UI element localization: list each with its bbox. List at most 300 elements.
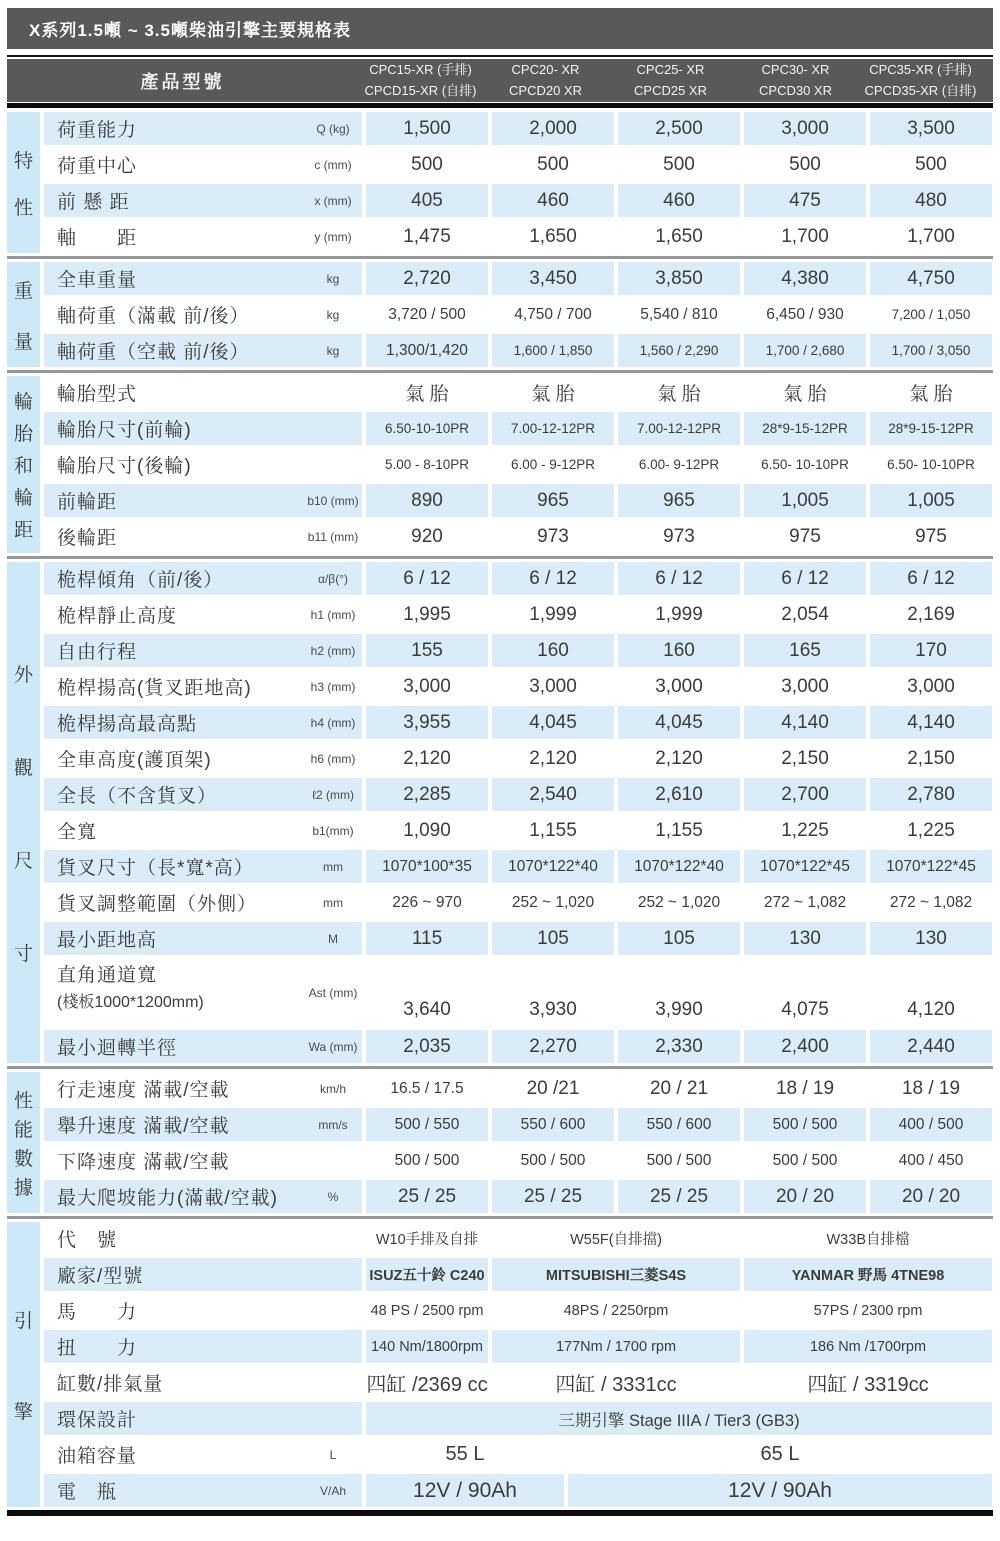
spec-label	[44, 742, 304, 775]
spec-label	[44, 520, 304, 553]
spec-label	[44, 1222, 304, 1255]
spec-value: 500 / 500	[394, 1151, 460, 1169]
spec-label	[44, 1294, 304, 1327]
spec-label	[44, 1144, 304, 1177]
spec-value: 3,000	[907, 675, 955, 697]
spec-row	[44, 520, 993, 553]
spec-value: 130	[744, 922, 866, 955]
spec-label-text: 最小迴轉半徑	[57, 1038, 178, 1059]
spec-table-body	[7, 112, 993, 1507]
spec-value: 1070*122*40	[618, 850, 740, 883]
spec-label-text: 代 號	[57, 1230, 118, 1251]
spec-value: 20 / 21	[649, 1077, 709, 1099]
spec-value: 2,400	[744, 1030, 866, 1063]
spec-value: 480	[870, 184, 992, 217]
title-bar	[7, 8, 993, 49]
spec-row	[44, 562, 993, 595]
spec-label-text: 桅桿傾角（前/後）	[57, 570, 224, 591]
table-header	[7, 59, 993, 102]
spec-label-block	[44, 1438, 362, 1471]
spec-value: 400 / 450	[898, 1151, 964, 1169]
spec-label-block	[44, 412, 362, 445]
spec-label-text: 全車重量	[57, 270, 138, 291]
spec-value: 25 / 25	[618, 1180, 740, 1213]
spec-label-block	[44, 886, 362, 919]
spec-label	[44, 298, 304, 331]
spec-label-block	[44, 1402, 362, 1435]
spec-value: 20 /21	[526, 1077, 580, 1099]
spec-label-text: 軸荷重（空載 前/後）	[57, 342, 250, 363]
spec-value: 226 ~ 970	[392, 893, 462, 911]
spec-label-text: 全寬	[57, 822, 98, 843]
spec-unit: h6 (mm)	[310, 751, 356, 766]
spec-label-text: 環保設計	[57, 1410, 138, 1431]
spec-value: 4,140	[870, 706, 992, 739]
header-bottom-line	[7, 103, 993, 108]
spec-row	[44, 262, 993, 295]
group-label-char: 輪	[13, 488, 33, 509]
group-label-char: 輪	[13, 392, 33, 413]
model-name-auto: CPCD20 XR	[509, 82, 582, 98]
model-name-manual: CPC30- XR	[761, 62, 830, 78]
spec-label-block	[44, 1030, 362, 1063]
spec-unit	[304, 376, 362, 409]
spec-label-block	[44, 1294, 362, 1327]
spec-value: 18 / 19	[775, 1077, 835, 1099]
spec-value: 105	[618, 922, 740, 955]
spec-value: 1,475	[403, 225, 451, 247]
spec-label	[44, 598, 304, 631]
spec-unit: mm	[323, 895, 343, 910]
spec-value: 25 / 25	[492, 1180, 614, 1213]
model-column-header	[608, 60, 733, 100]
spec-label-block	[44, 484, 362, 517]
section-group-label	[7, 112, 40, 253]
spec-label-text: 荷重能力	[57, 120, 138, 141]
spec-unit: y (mm)	[314, 229, 352, 244]
spec-value: 28*9-15-12PR	[744, 412, 866, 445]
spec-unit	[304, 1330, 362, 1363]
spec-unit: L	[329, 1447, 337, 1462]
spec-value: 7.00-12-12PR	[492, 412, 614, 445]
spec-value: 272 ~ 1,082	[763, 893, 847, 911]
spec-unit: c (mm)	[314, 157, 352, 172]
spec-unit: Ast (mm)	[308, 985, 358, 1000]
model-name-auto: CPCD15-XR (自排)	[364, 82, 477, 98]
spec-label-text: 舉升速度 滿載/空載	[57, 1116, 230, 1137]
spec-value: 1,650	[529, 225, 577, 247]
spec-value: 500 / 500	[646, 1151, 712, 1169]
spec-value: 1,090	[403, 819, 451, 841]
spec-label-text: 前 懸 距	[57, 192, 130, 213]
product-model-header: 產品型號	[140, 71, 225, 92]
spec-value: 500 / 500	[744, 1108, 866, 1141]
spec-row	[44, 484, 993, 517]
spec-label-block	[44, 298, 362, 331]
model-name-auto: CPCD25 XR	[634, 82, 707, 98]
spec-value: 4,045	[618, 706, 740, 739]
spec-label-text: 輪胎尺寸(前輪)	[57, 420, 192, 441]
spec-label-block	[44, 742, 362, 775]
model-column-header	[733, 60, 858, 100]
spec-value: 6.00- 9-12PR	[638, 457, 720, 472]
spec-value: 500	[537, 153, 569, 175]
spec-value: YANMAR 野馬 4TNE98	[744, 1258, 992, 1291]
spec-value: 四缸 / 3331cc	[555, 1374, 677, 1396]
spec-value: 115	[366, 922, 488, 955]
spec-value: 2,330	[618, 1030, 740, 1063]
spec-label	[44, 1030, 304, 1063]
model-name-auto: CPCD30 XR	[759, 82, 832, 98]
spec-row	[44, 184, 993, 217]
group-label-char: 重	[13, 280, 33, 302]
spec-row	[44, 1366, 993, 1399]
spec-value: 6 / 12	[618, 562, 740, 595]
spec-value: 2,120	[655, 747, 703, 769]
spec-unit: α/β(°)	[318, 571, 348, 586]
spec-value: 2,150	[907, 747, 955, 769]
spec-label-text: 軸 距	[57, 228, 138, 249]
section-group-label	[7, 376, 40, 553]
spec-label	[44, 484, 304, 517]
spec-label	[44, 412, 304, 445]
spec-label-text: 貨叉尺寸（長*寬*高）	[57, 858, 254, 879]
spec-label-block	[44, 850, 362, 883]
spec-value: 2,500	[618, 112, 740, 145]
spec-value: 1,700	[781, 225, 829, 247]
section-divider	[7, 256, 993, 259]
spec-row	[44, 1030, 993, 1063]
spec-row	[44, 706, 993, 739]
spec-unit	[304, 448, 362, 481]
spec-value: 6.50-10-10PR	[366, 412, 488, 445]
spec-unit: mm	[323, 859, 343, 874]
group-label-char: 引	[13, 1310, 33, 1332]
spec-label	[44, 334, 304, 367]
spec-value: 3,720 / 500	[388, 305, 466, 323]
spec-row	[44, 670, 993, 703]
model-column-header	[858, 60, 983, 100]
spec-value: 2,169	[907, 603, 955, 625]
spec-unit: M	[328, 931, 338, 946]
spec-label-text: 電 瓶	[57, 1482, 118, 1503]
spec-value: 6.00 - 9-12PR	[510, 457, 596, 472]
spec-value: 1,155	[529, 819, 577, 841]
spec-value: 3,955	[366, 706, 488, 739]
spec-value: 500	[789, 153, 821, 175]
spec-value: 3,000	[781, 675, 829, 697]
spec-value: W10手排及自排	[375, 1232, 479, 1248]
spec-label	[44, 778, 304, 811]
spec-value: 6 / 12	[492, 562, 614, 595]
spec-row	[44, 1108, 993, 1141]
spec-unit: kg	[326, 271, 340, 286]
spec-value: 1,999	[529, 603, 577, 625]
spec-value: 2,540	[492, 778, 614, 811]
spec-label-text: 廠家/型號	[57, 1266, 144, 1287]
spec-label-block	[44, 1144, 362, 1177]
spec-unit: ℓ2 (mm)	[312, 787, 354, 802]
spec-value: 3,930	[529, 999, 577, 1020]
model-column-header	[358, 60, 483, 100]
spec-value: 252 ~ 1,020	[511, 893, 595, 911]
spec-value: 500 / 500	[772, 1151, 838, 1169]
spec-label-block	[44, 1258, 362, 1291]
spec-value: 1,700 / 2,680	[744, 334, 866, 367]
spec-label-block	[44, 1180, 362, 1213]
spec-value: 1,005	[870, 484, 992, 517]
spec-value: 252 ~ 1,020	[637, 893, 721, 911]
spec-value: 28*9-15-12PR	[870, 412, 992, 445]
spec-section	[7, 562, 993, 1063]
spec-value: 2,120	[529, 747, 577, 769]
spec-unit: h3 (mm)	[310, 679, 356, 694]
spec-value: 1,005	[744, 484, 866, 517]
spec-label-text: 桅桿揚高(貨叉距地高)	[57, 678, 252, 699]
group-label-char: 擎	[13, 1401, 33, 1423]
spec-unit: x (mm)	[314, 193, 352, 208]
group-label-char: 和	[13, 456, 33, 477]
spec-row	[44, 220, 993, 253]
spec-label	[44, 1474, 304, 1507]
spec-label	[44, 670, 304, 703]
spec-row	[44, 1258, 993, 1291]
spec-label	[44, 886, 304, 919]
table-bottom-line	[7, 1510, 993, 1516]
section-divider	[7, 556, 993, 559]
spec-value: 3,000	[655, 675, 703, 697]
spec-label-text: 扭 力	[57, 1338, 138, 1359]
spec-unit: kg	[326, 343, 340, 358]
spec-unit: kg	[326, 307, 340, 322]
model-name-manual: CPC35-XR (手排)	[869, 62, 972, 78]
spec-row	[44, 376, 993, 409]
spec-unit	[304, 1222, 362, 1255]
spec-label-block	[44, 562, 362, 595]
spec-value: 1070*122*40	[492, 850, 614, 883]
spec-row	[44, 1402, 993, 1435]
spec-label-block	[44, 262, 362, 295]
spec-value: 1,300/1,420	[366, 334, 488, 367]
spec-unit: Wa (mm)	[308, 1039, 358, 1054]
spec-value: 550 / 600	[492, 1108, 614, 1141]
model-headers	[358, 60, 993, 100]
spec-row	[44, 1474, 993, 1507]
spec-value: 3,450	[492, 262, 614, 295]
spec-value: 四缸 / 3319cc	[807, 1374, 929, 1396]
spec-label-block	[44, 376, 362, 409]
section-group-label	[7, 1072, 40, 1213]
spec-value: 4,045	[492, 706, 614, 739]
spec-value: 186 Nm /1700rpm	[744, 1330, 992, 1363]
section-rows	[44, 1072, 993, 1213]
group-label-char: 性	[13, 1090, 33, 1112]
section-group-label	[7, 262, 40, 367]
spec-value: 500 / 500	[520, 1151, 586, 1169]
spec-value: 4,075	[781, 999, 829, 1020]
spec-value: 1,225	[907, 819, 955, 841]
section-rows	[44, 562, 993, 1063]
spec-value: 4,750	[870, 262, 992, 295]
spec-unit: h1 (mm)	[310, 607, 356, 622]
spec-label-text: 直角通道寬	[57, 965, 158, 986]
spec-value: 130	[870, 922, 992, 955]
spec-value: 2,150	[781, 747, 829, 769]
spec-label-block	[44, 634, 362, 667]
spec-row	[44, 814, 993, 847]
group-label-char: 據	[13, 1177, 33, 1199]
spec-unit: b1(mm)	[312, 823, 354, 838]
spec-row	[44, 886, 993, 919]
spec-value: 3,500	[870, 112, 992, 145]
spec-label-text: 最小距地高	[57, 930, 158, 951]
spec-label	[44, 922, 304, 955]
spec-label	[44, 262, 304, 295]
spec-label	[44, 958, 304, 1027]
spec-value: 890	[366, 484, 488, 517]
spec-row	[44, 1072, 993, 1105]
spec-row	[44, 448, 993, 481]
spec-value: 2,610	[618, 778, 740, 811]
spec-value: W55F(自排擋)	[570, 1232, 662, 1248]
spec-value: 1070*100*35	[366, 850, 488, 883]
spec-value: 6 / 12	[366, 562, 488, 595]
spec-value: 1,650	[655, 225, 703, 247]
spec-label-block	[44, 184, 362, 217]
spec-label-block	[44, 148, 362, 181]
spec-label-block	[44, 334, 362, 367]
spec-label-block	[44, 220, 362, 253]
spec-row	[44, 1144, 993, 1177]
spec-label	[44, 1108, 304, 1141]
spec-value: 1,225	[781, 819, 829, 841]
group-label-char: 數	[13, 1148, 33, 1170]
spec-label-block	[44, 958, 362, 1027]
spec-label-block	[44, 448, 362, 481]
group-label-char: 寸	[13, 943, 33, 965]
spec-label-text: 全長（不含貨叉）	[57, 786, 218, 807]
spec-label-text: 桅桿靜止高度	[57, 606, 178, 627]
spec-value: 2,270	[492, 1030, 614, 1063]
spec-row	[44, 112, 993, 145]
spec-value: 3,000	[403, 675, 451, 697]
spec-value: 氣 胎	[909, 384, 953, 405]
spec-label-text: 後輪距	[57, 528, 118, 549]
spec-value: 1070*122*45	[744, 850, 866, 883]
spec-value: 160	[618, 634, 740, 667]
spec-label-text: 貨叉調整範圍（外側）	[57, 894, 258, 915]
section-group-label	[7, 1222, 40, 1507]
group-label-char: 尺	[13, 850, 33, 872]
section-divider	[7, 370, 993, 373]
spec-value: ISUZ五十鈴 C240	[366, 1258, 488, 1291]
spec-value: 2,720	[366, 262, 488, 295]
spec-row	[44, 742, 993, 775]
spec-value: 400 / 500	[870, 1108, 992, 1141]
spec-value: 4,140	[744, 706, 866, 739]
section-divider	[7, 1066, 993, 1069]
page-title: X系列1.5噸 ~ 3.5噸柴油引擎主要規格表	[29, 21, 351, 40]
spec-value: 7.00-12-12PR	[618, 412, 740, 445]
spec-unit	[304, 1402, 362, 1435]
spec-label	[44, 1072, 304, 1105]
spec-label	[44, 184, 304, 217]
spec-value: 3,640	[403, 999, 451, 1020]
spec-value: 1,560 / 2,290	[618, 334, 740, 367]
group-label-char: 量	[13, 331, 33, 353]
spec-value: 965	[492, 484, 614, 517]
spec-value: 1,700	[907, 225, 955, 247]
spec-label-text-line2: (棧板1000*1200mm)	[57, 993, 204, 1011]
spec-value: 25 / 25	[366, 1180, 488, 1213]
spec-label-block	[44, 520, 362, 553]
spec-row	[44, 598, 993, 631]
spec-row	[44, 412, 993, 445]
spec-label	[44, 1330, 304, 1363]
spec-label	[44, 448, 304, 481]
spec-row	[44, 778, 993, 811]
spec-label-block	[44, 1108, 362, 1141]
model-name-auto: CPCD35-XR (自排)	[864, 82, 977, 98]
group-label-char: 能	[13, 1119, 33, 1141]
spec-value: 20 / 20	[744, 1180, 866, 1213]
spec-label	[44, 562, 304, 595]
spec-row	[44, 1222, 993, 1255]
spec-section	[7, 376, 993, 553]
spec-label-text: 馬 力	[57, 1302, 138, 1323]
spec-value: 160	[492, 634, 614, 667]
spec-value: 920	[411, 525, 443, 547]
spec-value: 20 / 20	[870, 1180, 992, 1213]
spec-label-block	[44, 1366, 362, 1399]
group-label-char: 觀	[13, 757, 33, 779]
spec-value: 973	[663, 525, 695, 547]
group-label-char: 外	[13, 664, 33, 686]
group-label-char: 特	[13, 150, 33, 172]
spec-value: 550 / 600	[618, 1108, 740, 1141]
spec-row	[44, 1438, 993, 1471]
section-rows	[44, 376, 993, 553]
spec-value: 7,200 / 1,050	[891, 307, 971, 322]
spec-value: 6 / 12	[870, 562, 992, 595]
spec-value: 155	[366, 634, 488, 667]
spec-value: 氣 胎	[783, 384, 827, 405]
spec-row	[44, 1294, 993, 1327]
spec-value: 460	[492, 184, 614, 217]
spec-value: 4,750 / 700	[514, 305, 592, 323]
spec-label-text: 下降速度 滿載/空載	[57, 1152, 230, 1173]
section-rows	[44, 1222, 993, 1507]
spec-value: 500	[915, 153, 947, 175]
model-column-header	[483, 60, 608, 100]
spec-value: 475	[744, 184, 866, 217]
spec-label-block	[44, 670, 362, 703]
spec-label-text: 缸數/排氣量	[57, 1374, 164, 1395]
spec-value: 2,285	[366, 778, 488, 811]
spec-value: 氣 胎	[531, 384, 575, 405]
spec-label-text: 前輪距	[57, 492, 118, 513]
spec-label	[44, 1258, 304, 1291]
spec-row	[44, 958, 993, 1027]
spec-label-text: 行走速度 滿載/空載	[57, 1080, 230, 1101]
spec-label-text: 荷重中心	[57, 156, 138, 177]
spec-label-block	[44, 778, 362, 811]
group-label-char: 性	[13, 197, 33, 219]
spec-label-text: 油箱容量	[57, 1446, 138, 1467]
spec-value: 1,999	[655, 603, 703, 625]
spec-value: 140 Nm/1800rpm	[366, 1330, 488, 1363]
spec-unit: h2 (mm)	[310, 643, 356, 658]
